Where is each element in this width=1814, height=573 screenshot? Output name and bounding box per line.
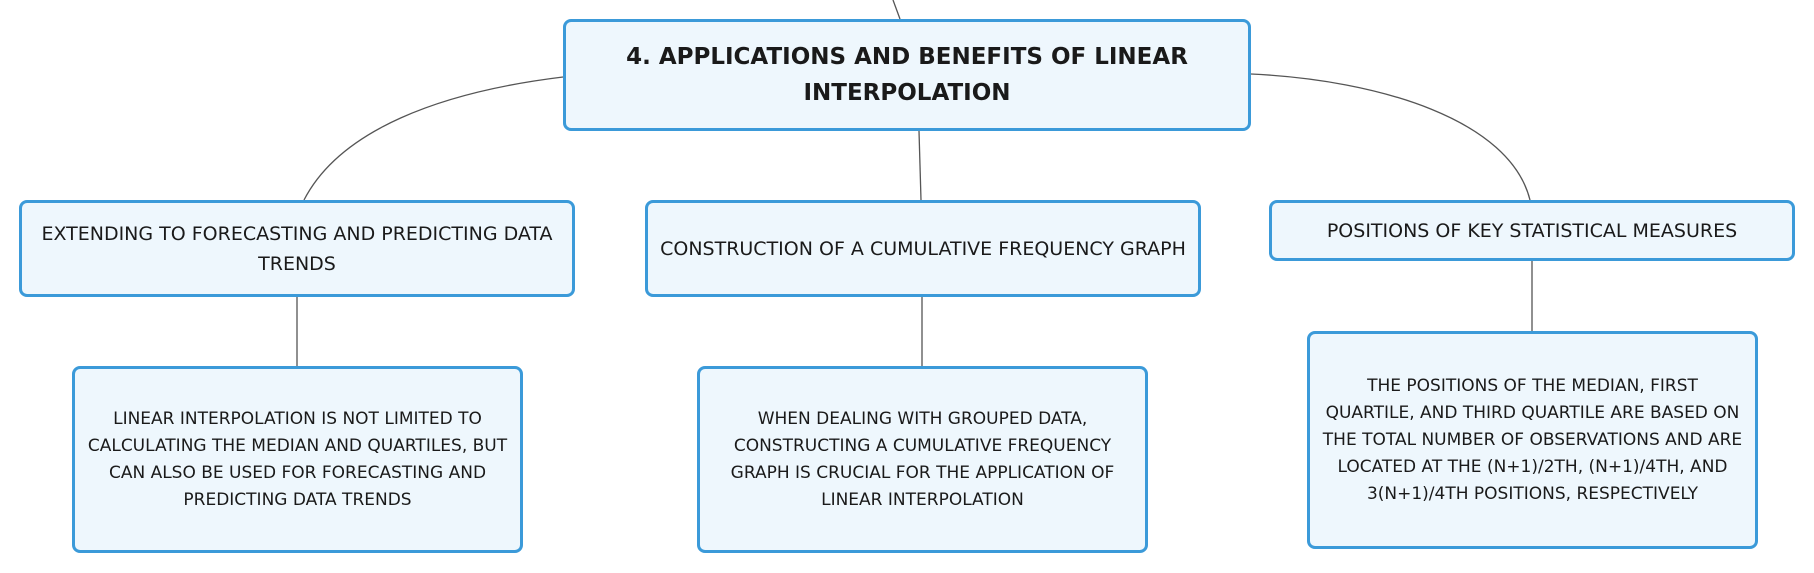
detail-node-cumulative-frequency[interactable]: [697, 366, 1148, 553]
topic-node-cumulative-frequency[interactable]: [645, 200, 1201, 297]
topic-label-cumulative-frequency: CONSTRUCTION OF A CUMULATIVE FREQUENCY GRAPH: [660, 237, 1186, 260]
topic-label-key-statistical-measures: POSITIONS OF KEY STATISTICAL MEASURES: [1326, 219, 1738, 242]
topic-node-key-statistical-measures[interactable]: [1269, 200, 1795, 261]
detail-text-cumulative-frequency: WHEN DEALING WITH GROUPED DATA, CONSTRUCTING A CUMULATIVE FREQUENCY GRAPH IS CRUCIAL FOR THE APPLICATION OF LINEAR INTERPOLATION: [730, 408, 1115, 510]
detail-text-key-statistical-measures: THE POSITIONS OF THE MEDIAN, FIRST QUARTILE, AND THIRD QUARTILE ARE BASED ON THE TOTAL NUMBER OF OBSERVATIONS AND ARE LOCATED AT THE (N+1)/2TH, (N+1)/4TH, AND 3(N+1)/4TH POSITIONS, RESPECTIVELY: [1322, 375, 1743, 504]
connector-central-to-topic-1: [304, 77, 563, 200]
central-topic-label: 4. APPLICATIONS AND BENEFITS OF LINEAR INTERPOLATION: [626, 44, 1188, 106]
connector-central-to-topic-3: [1251, 74, 1530, 200]
detail-node-key-statistical-measures[interactable]: [1307, 331, 1758, 549]
detail-text-forecasting: LINEAR INTERPOLATION IS NOT LIMITED TO CALCULATING THE MEDIAN AND QUARTILES, BUT CAN ALSO BE USED FOR FORECASTING AND PREDICTING DATA TRENDS: [87, 408, 508, 510]
connector-parent-to-central: [893, 0, 900, 19]
detail-node-forecasting[interactable]: [72, 366, 523, 553]
central-topic-node[interactable]: [563, 19, 1251, 131]
topic-label-forecasting: EXTENDING TO FORECASTING AND PREDICTING DATA TRENDS: [41, 222, 553, 275]
topic-node-forecasting[interactable]: [19, 200, 575, 297]
connector-central-to-topic-2: [919, 131, 921, 200]
